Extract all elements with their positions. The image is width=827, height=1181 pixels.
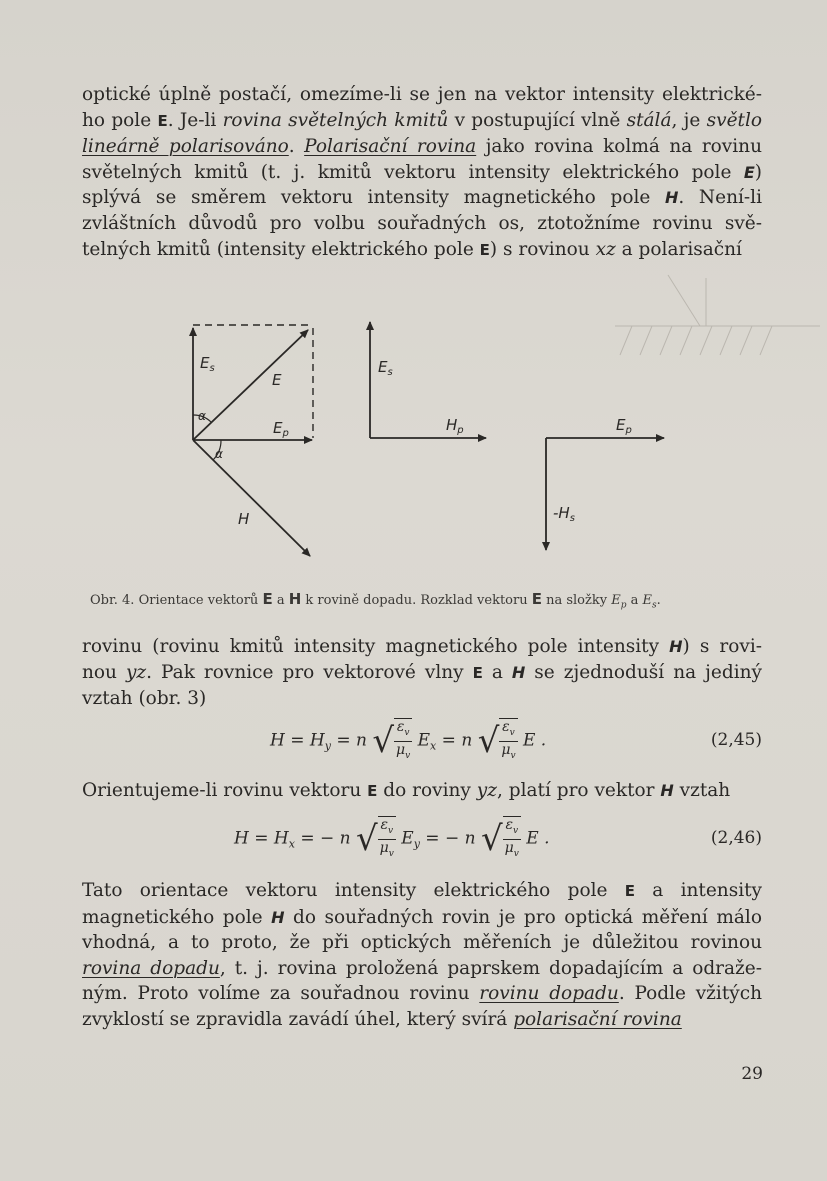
text-line: nou yz. Pak rovnice pro vektorové vlny E a H se zjednoduší na jediný: [82, 661, 762, 683]
label-es-1: $E_s$: [200, 354, 215, 374]
text-line: optické úplně postačí, omezíme-li se jen na vektor intensity elektrické-: [82, 84, 762, 105]
text-line: vztah (obr. 3): [82, 688, 207, 710]
label-ep-1: $E_p$: [273, 419, 289, 439]
figure-caption: Obr. 4. Orientace vektorů E a H k rovině dopadu. Rozklad vektoru E na složky $E_p$ a $E_s$.: [90, 590, 661, 611]
label-alpha-1: α: [198, 409, 206, 423]
text-line: lineárně polarisováno. Polarisační rovina jako rovina kolmá na rovinu: [82, 136, 763, 158]
label-hp: $H_p$: [446, 416, 464, 436]
label-es-2: $E_s$: [378, 358, 393, 378]
equation-number-2-46: (2,46): [710, 828, 762, 848]
label-h: H: [238, 510, 250, 528]
text-line: vhodná, a to proto, že při optických měřeních je důležitou rovinou: [82, 932, 762, 954]
h-vector-line: [193, 440, 310, 556]
text-line: splývá se směrem vektoru intensity magnetického pole H. Není-li: [82, 187, 762, 209]
pencil-sketch: [615, 275, 820, 355]
label-ep-2: $E_p$: [616, 416, 632, 436]
paragraph-4: [82, 878, 762, 1033]
text-line: ným. Proto volíme za souřadnou rovinu rovinu dopadu. Podle vžitých: [82, 983, 762, 1005]
text-line: světelných kmitů (t. j. kmitů vektoru intensity elektrického pole E): [82, 161, 762, 183]
paragraph-3: [82, 778, 762, 805]
label-e: E: [272, 371, 282, 389]
text-line: Orientujeme-li rovinu vektoru E do roviny yz, platí pro vektor H vztah: [82, 780, 731, 801]
label-alpha-2: α: [215, 447, 223, 461]
text-line: rovinu (rovinu kmitů intensity magnetického pole intensity H) s rovi-: [82, 636, 763, 657]
paragraph-2: [82, 634, 762, 712]
label-minus-hs: $-H_s$: [553, 504, 575, 524]
text-line: ho pole E. Je-li rovina světelných kmitů v postupující vlně stálá, je světlo: [82, 109, 763, 131]
equation-2-45: $H = H_y = n$ √ $\frac{\varepsilon_v}{\mu_v}$ $E_x = n$ √ $\frac{\varepsilon_v}{\mu_v}$ E . (2,45): [82, 718, 762, 772]
page-number: 29: [741, 1064, 763, 1084]
text-line: zvláštních důvodů pro volbu souřadných os, ztotožníme rovinu svě-: [82, 212, 762, 234]
text-line: magnetického pole H do souřadných rovin je pro optická měření málo: [82, 906, 762, 928]
equation-2-46: $H = H_x$ = − n √ $\frac{\varepsilon_v}{\mu_v}$ $E_y$ = − n √ $\frac{\varepsilon_v}{\mu_v}$ E . (2,46): [82, 816, 762, 870]
text-line: zvyklostí se zpravidla zavádí úhel, který svírá polarisační rovina: [82, 1008, 682, 1030]
text-line: Tato orientace vektoru intensity elektrického pole E a intensity: [82, 880, 763, 901]
text-line: telných kmitů (intensity elektrického pole E) s rovinou xz a polarisační: [82, 238, 742, 260]
text-line: rovina dopadu, t. j. rovina proložená paprskem dopadajícím a odraže-: [82, 957, 762, 979]
equation-number-2-45: (2,45): [710, 730, 762, 750]
e-vector-line: [193, 330, 308, 440]
